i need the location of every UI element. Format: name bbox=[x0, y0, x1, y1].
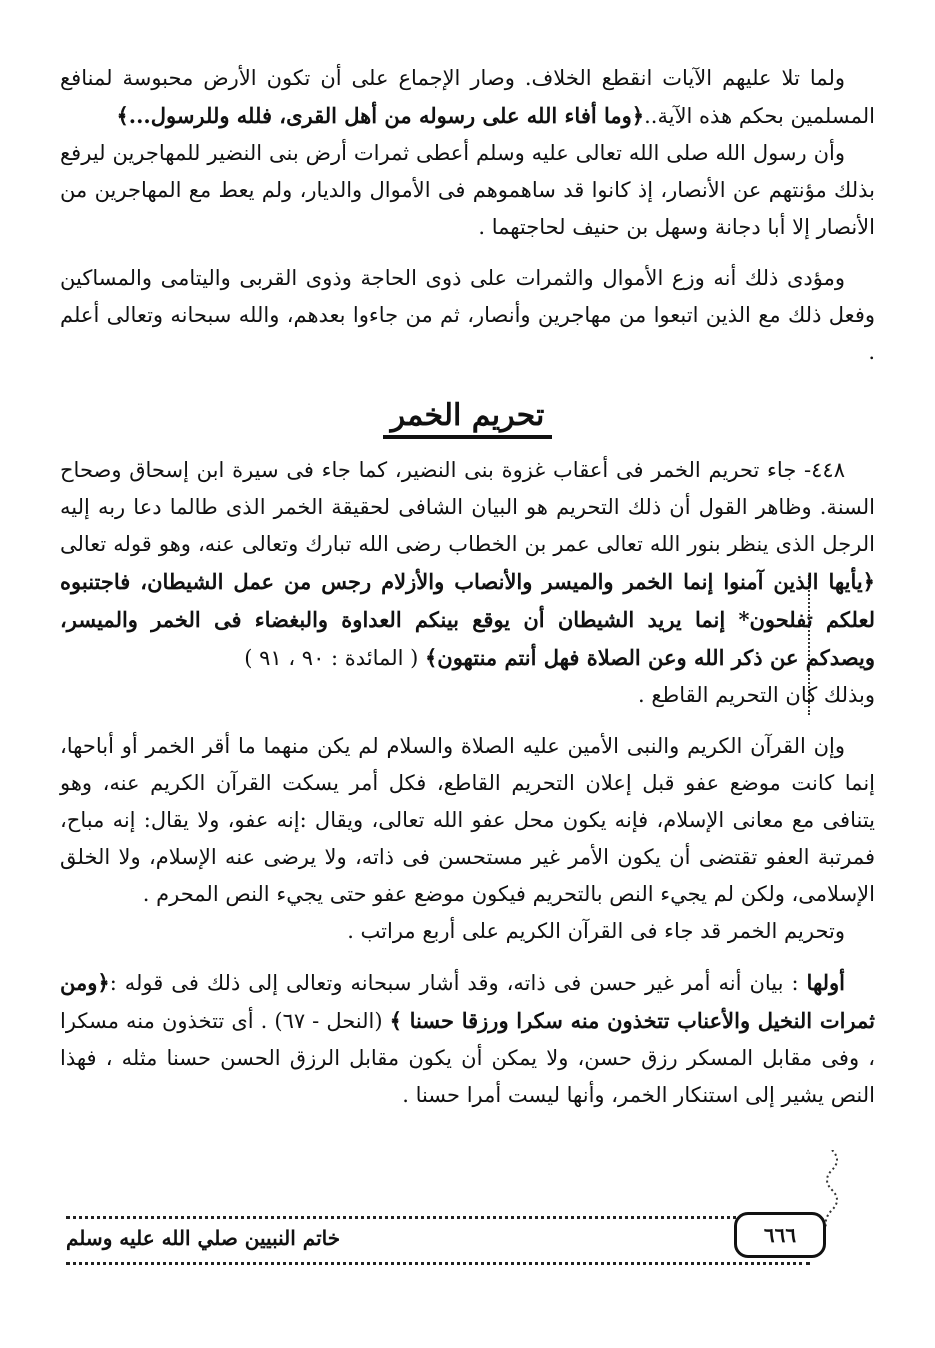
paragraph-7 bbox=[60, 964, 875, 1114]
paragraph-448-text: ٤٤٨- جاء تحريم الخمر فى أعقاب غزوة بنى النضير، كما جاء فى سيرة ابن إسحاق وصحاح السنة. وظاهر القول أن ذلك التحريم هو البيان الشافى لحقيقة الخمر الذى طالما دعا ربه إليه الرجل الذى ينظر بنور الله تعالى عمر بن الخطاب رضى الله تبارك وتعالى عنه، وهو قوله تعالى bbox=[60, 458, 875, 556]
quran-quote-1: ﴿وما أفاء الله على رسوله من أهل القرى، فلله وللرسول...﴾ bbox=[116, 103, 645, 128]
section-heading: تحريم الخمر bbox=[0, 398, 935, 433]
quote-reference-maidah: ( المائدة : ٩٠ ، ٩١ ) bbox=[244, 646, 419, 670]
paragraph-7-text-b: (النحل - ٦٧) . أى تتخذون منه مسكرا ، وفى مقابل المسكر رزق حسن، ولا يمكن أن يكون مقابل الرزق الحسن حسنا مثله ، فهذا النص يشير إلى استنكار الخمر، وأنها ليست أمرا حسنا . bbox=[60, 1009, 875, 1107]
upper-text-block bbox=[60, 60, 875, 371]
paragraph-5: وإن القرآن الكريم والنبى الأمين عليه الصلاة والسلام لم يكن منهما ما أقر الخمر أو أباحها، إنما كانت موضع عفو قبل إعلان التحريم القاطع، فكل أمر يسكت القرآن الكريم عنه، وهو يتنافى مع معانى الإسلام، فإنه يكون محل عفو الله تعالى، ويقال :إنه عفو، ولا يقال: إنه مباح، فمرتبة العفو تقتضى أن يكون الأمر غير مستحسن فى ذاته، ولا يرضى عنه الإسلام، ولا الخلق الإسلامى، ولكن لم يجيء النص بالتحريم فيكون موضع عفو حتى يجيء النص المحرم . bbox=[60, 734, 875, 906]
lower-text-block bbox=[60, 452, 875, 1114]
paragraph-1 bbox=[60, 60, 875, 135]
footer-rule-bottom bbox=[66, 1262, 810, 1265]
footer-rule-top bbox=[66, 1216, 810, 1219]
paragraph-448 bbox=[60, 452, 875, 714]
paragraph-2: وأن رسول الله صلى الله تعالى عليه وسلم أعطى ثمرات أرض بنى النضير للمهاجرين ليرفع بذلك مؤنتهم عن الأنصار، إذ كانوا قد ساهموهم فى الأموال والديار، ولم يعط مع المهاجرين من الأنصار إلا أبا دجانة وسهل بن حنيف لحاجتهما . bbox=[60, 141, 875, 239]
quran-quote-maidah: ﴿يأيها الذين آمنوا إنما الخمر والميسر والأنصاب والأزلام رجس من عمل الشيطان، فاجتنبوه لعلكم تفلحون* إنما يريد الشيطان أن يوقع بينكم العداوة والبغضاء فى الخمر والميسر، ويصدكم عن ذكر الله وعن الصلاة فهل أنتم منتهون﴾ bbox=[60, 569, 875, 670]
paragraph-3: ومؤدى ذلك أنه وزع الأموال والثمرات على ذوى الحاجة وذوى القربى واليتامى والمساكين وفعل ذلك مع الذين اتبعوا من مهاجرين وأنصار، ثم من جاءوا بعدهم، والله سبحانه وتعالى أعلم . bbox=[60, 266, 875, 364]
paragraph-448-end: وبذلك كان التحريم القاطع . bbox=[638, 683, 875, 707]
paragraph-1-text: ولما تلا عليهم الآيات انقطع الخلاف. وصار الإجماع على أن تكون الأرض محبوسة لمنافع المسلمين بحكم هذه الآية.. bbox=[60, 66, 875, 128]
page-number: ٦٦٦ bbox=[763, 1223, 797, 1247]
paragraph-6: وتحريم الخمر قد جاء فى القرآن الكريم على أربع مراتب . bbox=[347, 919, 845, 943]
running-footer-title: خاتم النبيين صلي الله عليه وسلم bbox=[66, 1226, 341, 1250]
quran-quote-nahl: ﴿ومن ثمرات النخيل والأعناب تتخذون منه سكرا ورزقا حسنا ﴾ bbox=[60, 970, 876, 1033]
page-number-badge bbox=[734, 1212, 826, 1258]
first-stage-label: أولها bbox=[806, 970, 845, 995]
paragraph-7-text-a: : بيان أنه أمر غير حسن فى ذاته، وقد أشار سبحانه وتعالى إلى ذلك فى قوله : bbox=[109, 971, 807, 995]
